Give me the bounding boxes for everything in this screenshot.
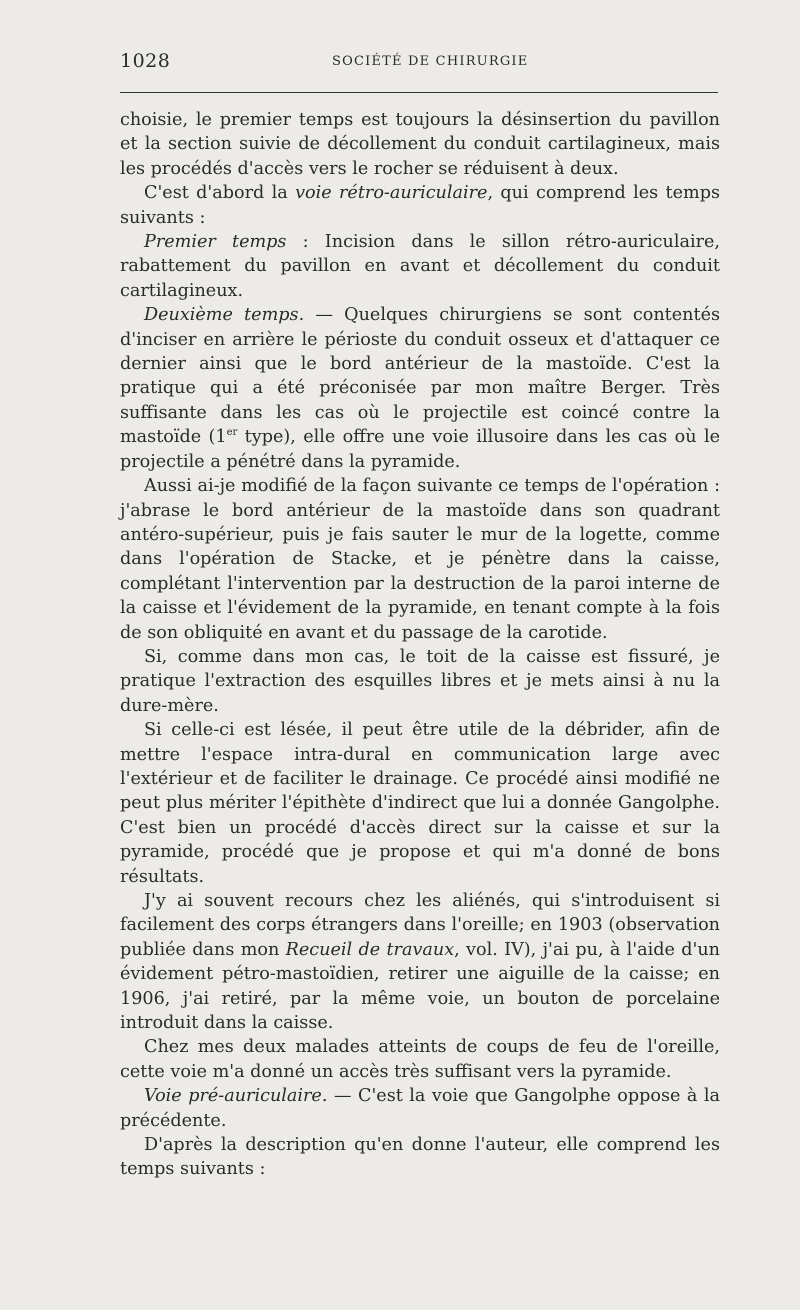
italic-term: voie rétro-auriculaire	[295, 183, 488, 204]
paragraph	[120, 181, 720, 230]
header-rule	[120, 92, 718, 93]
paragraph	[120, 889, 720, 1035]
paragraph	[120, 303, 720, 474]
body-text	[120, 108, 720, 1182]
paragraph-text: Aussi ai-je modifié de la façon suivante ce temps de l'opération : j'abrase le bord antérieur de la mastoïde dans son quadrant antéro-supérieur, puis je fais sauter le mur de la logette, comme dans l'opération de Stacke, et je pénètre dans la caisse, complétant l'intervention par la destruction de la paroi interne de la caisse et l'évidement de la pyramide, en tenant compte à la fois de son obliquité en avant et du passage de la carotide.	[120, 476, 720, 643]
page-number: 1028	[120, 50, 171, 72]
italic-term: Recueil de travaux	[285, 939, 455, 960]
paragraph-text: — Quelques chirurgiens se sont contentés d'inciser en arrière le périoste du conduit osseux et d'attaquer ce dernier ainsi que le bord antérieur de la mastoïde. C'est la pratique qui a été préconisée par mon maître Berger. Très suffisante dans les cas où le projectile est coincé contre la mastoïde (1	[120, 305, 721, 448]
paragraph-text: D'après la description qu'en donne l'auteur, elle comprend les temps suivants :	[120, 1135, 720, 1180]
italic-term: Deuxième temps.	[144, 305, 305, 326]
paragraph-text: type), elle offre une voie illusoire dans les cas où le projectile a pénétré dans la pyramide.	[120, 427, 720, 472]
paragraph-text: J'y ai souvent recours chez les aliénés, qui s'introduisent si facilement des corps étrangers dans l'oreille; en 1903 (observation publiée dans mon	[120, 891, 720, 960]
paragraph-text: choisie, le premier temps est toujours la désinsertion du pavillon et la section suivie de décollement du conduit cartilagineux, mais les procédés d'accès vers le rocher se réduisent à deux.	[120, 110, 720, 179]
paragraph	[120, 474, 720, 645]
paragraph-text: , qui comprend les temps suivants :	[120, 183, 720, 228]
paragraph-text: — C'est la voie que Gangolphe oppose à la précédente.	[120, 1086, 720, 1131]
paragraph-text: Si, comme dans mon cas, le toit de la caisse est fissuré, je pratique l'extraction des esquilles libres et je mets ainsi à nu la dure-mère.	[120, 646, 720, 716]
paragraph-text: C'est d'abord la	[144, 183, 296, 204]
paragraph	[120, 718, 720, 889]
paragraph-text: Chez mes deux malades atteints de coups de feu de l'oreille, cette voie m'a donné un accès très suffisant vers la pyramide.	[120, 1037, 720, 1082]
running-title: SOCIÉTÉ DE CHIRURGIE	[332, 54, 529, 69]
superscript: er	[226, 427, 238, 439]
running-head	[120, 50, 720, 74]
paragraph	[120, 1035, 720, 1084]
paragraph-text: Si celle-ci est lésée, il peut être utile de la débrider, afin de mettre l'espace intra-dural en communication large avec l'extérieur et de faciliter le drainage. Ce procédé ainsi modifié ne peut plus mériter l'épithète d'indirect que lui a donnée Gangolphe. C'est bien un procédé d'accès direct sur la caisse et sur la pyramide, procédé que je propose et qui m'a donné de bons résultats.	[120, 720, 720, 887]
paragraph	[120, 1133, 720, 1182]
paragraph	[120, 1084, 720, 1133]
italic-term: Premier temps	[144, 232, 287, 253]
italic-term: Voie pré-auriculaire.	[144, 1086, 328, 1107]
paragraph-text: , vol. IV), j'ai pu, à l'aide d'un évidement pétro-mastoïdien, retirer une aiguille de la caisse; en 1906, j'ai retiré, par la même voie, un bouton de porcelaine introduit dans la caisse.	[120, 939, 720, 1034]
paragraph	[120, 108, 720, 181]
paragraph-text: : Incision dans le sillon rétro-auriculaire, rabattement du pavillon en avant et décollement du conduit cartilagineux.	[120, 232, 720, 301]
paragraph	[120, 645, 720, 718]
paragraph	[120, 230, 720, 303]
